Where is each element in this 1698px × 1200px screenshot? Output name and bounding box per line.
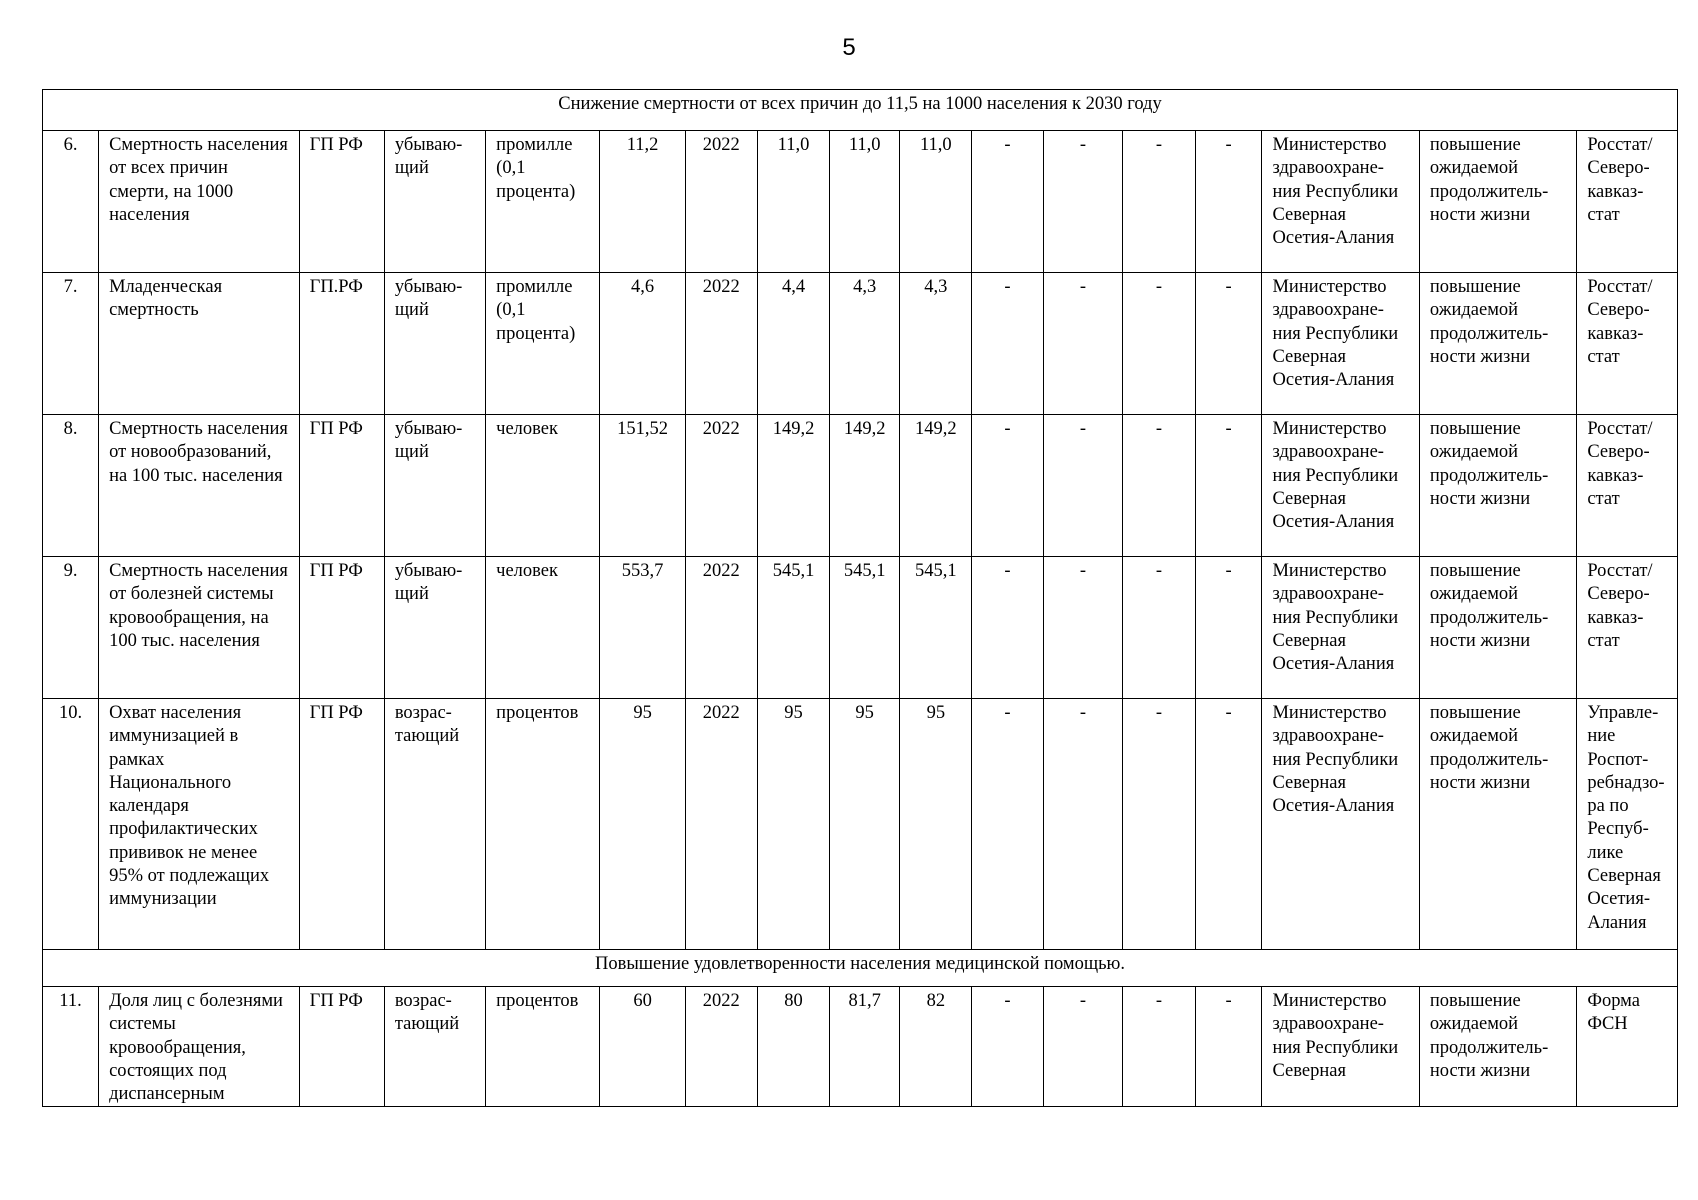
cell-d1: - bbox=[972, 699, 1043, 950]
cell-d3: - bbox=[1123, 131, 1195, 273]
cell-v3: 545,1 bbox=[900, 557, 972, 699]
section-row bbox=[43, 90, 1678, 131]
cell-year: 2022 bbox=[685, 131, 757, 273]
cell-year: 2022 bbox=[685, 557, 757, 699]
cell-trend: убываю-щий bbox=[384, 273, 485, 415]
cell-d1: - bbox=[972, 415, 1043, 557]
cell-v2: 81,7 bbox=[830, 987, 900, 1107]
cell-name: Младенческая смертность bbox=[99, 273, 300, 415]
cell-no: 11. bbox=[43, 987, 99, 1107]
cell-link: повышение ожидаемой продолжитель-ности жизни bbox=[1419, 557, 1576, 699]
cell-v1: 149,2 bbox=[757, 415, 829, 557]
cell-trend: убываю-щий bbox=[384, 415, 485, 557]
cell-d3: - bbox=[1123, 557, 1195, 699]
cell-d2: - bbox=[1043, 987, 1123, 1107]
cell-level: ГП РФ bbox=[299, 415, 384, 557]
table-row bbox=[43, 415, 1678, 557]
cell-v1: 95 bbox=[757, 699, 829, 950]
cell-v3: 11,0 bbox=[900, 131, 972, 273]
cell-name: Охват населения иммунизацией в рамках Национального календаря профилактических прививок не менее 95% от подлежащих иммунизации bbox=[99, 699, 300, 950]
cell-d3: - bbox=[1123, 273, 1195, 415]
cell-d2: - bbox=[1043, 699, 1123, 950]
cell-link: повышение ожидаемой продолжитель-ности жизни bbox=[1419, 699, 1576, 950]
cell-d2: - bbox=[1043, 557, 1123, 699]
table-row bbox=[43, 699, 1678, 950]
cell-v2: 149,2 bbox=[830, 415, 900, 557]
cell-no: 8. bbox=[43, 415, 99, 557]
cell-source: Росстат/ Северо-кавказ-стат bbox=[1577, 273, 1678, 415]
cell-v2: 95 bbox=[830, 699, 900, 950]
cell-d2: - bbox=[1043, 415, 1123, 557]
cell-responsible: Министерство здравоохране-ния Республики Северная Осетия-Алания bbox=[1262, 131, 1419, 273]
cell-link: повышение ожидаемой продолжитель-ности жизни bbox=[1419, 131, 1576, 273]
indicators-table bbox=[42, 89, 1678, 1107]
cell-level: ГП РФ bbox=[299, 987, 384, 1107]
cell-d1: - bbox=[972, 557, 1043, 699]
cell-source: Росстат/ Северо-кавказ-стат bbox=[1577, 415, 1678, 557]
cell-d4: - bbox=[1195, 131, 1262, 273]
cell-unit: промилле (0,1 процента) bbox=[486, 273, 600, 415]
cell-v1: 545,1 bbox=[757, 557, 829, 699]
cell-v1: 11,0 bbox=[757, 131, 829, 273]
table-row bbox=[43, 273, 1678, 415]
cell-d3: - bbox=[1123, 987, 1195, 1107]
cell-base: 553,7 bbox=[600, 557, 685, 699]
cell-unit: человек bbox=[486, 557, 600, 699]
cell-d4: - bbox=[1195, 273, 1262, 415]
cell-source: Форма ФСН bbox=[1577, 987, 1678, 1107]
cell-v2: 4,3 bbox=[830, 273, 900, 415]
cell-year: 2022 bbox=[685, 415, 757, 557]
table-body bbox=[43, 90, 1678, 1107]
cell-no: 6. bbox=[43, 131, 99, 273]
cell-level: ГП РФ bbox=[299, 699, 384, 950]
cell-name: Доля лиц с болезнями системы кровообращения, состоящих под диспансерным bbox=[99, 987, 300, 1107]
cell-d4: - bbox=[1195, 699, 1262, 950]
cell-d2: - bbox=[1043, 131, 1123, 273]
cell-v3: 4,3 bbox=[900, 273, 972, 415]
cell-year: 2022 bbox=[685, 987, 757, 1107]
cell-responsible: Министерство здравоохране-ния Республики Северная Осетия-Алания bbox=[1262, 557, 1419, 699]
cell-trend: убываю-щий bbox=[384, 131, 485, 273]
section-title: Снижение смертности от всех причин до 11,5 на 1000 населения к 2030 году bbox=[43, 90, 1678, 131]
cell-source: Росстат/ Северо-кавказ-стат bbox=[1577, 131, 1678, 273]
cell-v2: 545,1 bbox=[830, 557, 900, 699]
cell-name: Смертность населения от болезней системы кровообращения, на 100 тыс. населения bbox=[99, 557, 300, 699]
cell-source: Управле-ние Роспот-ребнадзо-ра по Респуб-лике Северная Осетия-Алания bbox=[1577, 699, 1678, 950]
cell-no: 9. bbox=[43, 557, 99, 699]
cell-link: повышение ожидаемой продолжитель-ности жизни bbox=[1419, 415, 1576, 557]
cell-unit: человек bbox=[486, 415, 600, 557]
cell-d2: - bbox=[1043, 273, 1123, 415]
cell-unit: промилле (0,1 процента) bbox=[486, 131, 600, 273]
cell-unit: процентов bbox=[486, 987, 600, 1107]
section-row bbox=[43, 950, 1678, 987]
cell-responsible: Министерство здравоохране-ния Республики Северная bbox=[1262, 987, 1419, 1107]
cell-d1: - bbox=[972, 131, 1043, 273]
table-row bbox=[43, 131, 1678, 273]
cell-trend: возрас-тающий bbox=[384, 987, 485, 1107]
cell-link: повышение ожидаемой продолжитель-ности жизни bbox=[1419, 273, 1576, 415]
cell-level: ГП.РФ bbox=[299, 273, 384, 415]
cell-base: 60 bbox=[600, 987, 685, 1107]
cell-d4: - bbox=[1195, 415, 1262, 557]
cell-level: ГП РФ bbox=[299, 131, 384, 273]
cell-no: 7. bbox=[43, 273, 99, 415]
cell-base: 11,2 bbox=[600, 131, 685, 273]
table-row bbox=[43, 987, 1678, 1107]
section-title: Повышение удовлетворенности населения медицинской помощью. bbox=[43, 950, 1678, 987]
cell-unit: процентов bbox=[486, 699, 600, 950]
cell-v3: 149,2 bbox=[900, 415, 972, 557]
cell-d4: - bbox=[1195, 987, 1262, 1107]
cell-no: 10. bbox=[43, 699, 99, 950]
cell-year: 2022 bbox=[685, 699, 757, 950]
page-number: 5 bbox=[842, 34, 856, 61]
cell-source: Росстат/ Северо-кавказ-стат bbox=[1577, 557, 1678, 699]
cell-trend: возрас-тающий bbox=[384, 699, 485, 950]
cell-d1: - bbox=[972, 987, 1043, 1107]
cell-v1: 4,4 bbox=[757, 273, 829, 415]
cell-responsible: Министерство здравоохране-ния Республики Северная Осетия-Алания bbox=[1262, 273, 1419, 415]
table-row bbox=[43, 557, 1678, 699]
cell-d1: - bbox=[972, 273, 1043, 415]
cell-base: 151,52 bbox=[600, 415, 685, 557]
cell-d3: - bbox=[1123, 415, 1195, 557]
cell-link: повышение ожидаемой продолжитель-ности жизни bbox=[1419, 987, 1576, 1107]
cell-name: Смертность населения от новообразований, на 100 тыс. населения bbox=[99, 415, 300, 557]
cell-v2: 11,0 bbox=[830, 131, 900, 273]
cell-responsible: Министерство здравоохране-ния Республики Северная Осетия-Алания bbox=[1262, 699, 1419, 950]
cell-level: ГП РФ bbox=[299, 557, 384, 699]
cell-base: 4,6 bbox=[600, 273, 685, 415]
cell-name: Смертность населения от всех причин смерти, на 1000 населения bbox=[99, 131, 300, 273]
cell-v3: 82 bbox=[900, 987, 972, 1107]
cell-year: 2022 bbox=[685, 273, 757, 415]
cell-v1: 80 bbox=[757, 987, 829, 1107]
cell-trend: убываю-щий bbox=[384, 557, 485, 699]
cell-base: 95 bbox=[600, 699, 685, 950]
cell-responsible: Министерство здравоохране-ния Республики Северная Осетия-Алания bbox=[1262, 415, 1419, 557]
cell-v3: 95 bbox=[900, 699, 972, 950]
cell-d3: - bbox=[1123, 699, 1195, 950]
cell-d4: - bbox=[1195, 557, 1262, 699]
